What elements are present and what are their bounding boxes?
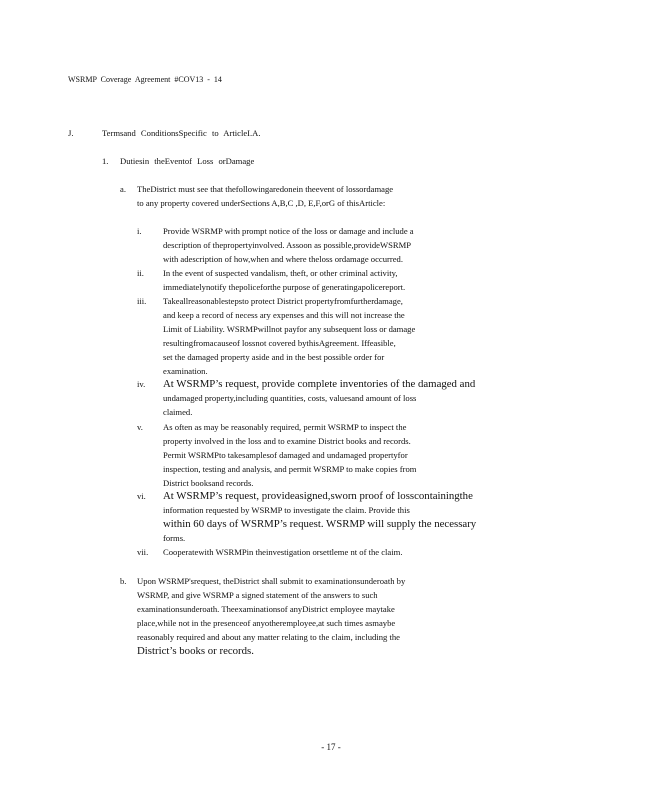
paragraph-line: and keep a record of necess ary expenses and this will not increase the [163, 310, 405, 320]
item-a-line: to any property covered underSections A,B,C ,D, E,F,orG of thisArticle: [137, 198, 386, 208]
subsection-title: Dutiesin theEventof Loss orDamage [120, 156, 255, 166]
roman-label-iii: iii. [137, 296, 147, 306]
section-number: J. [68, 128, 74, 138]
paragraph-line: Takeallreasonablestepsto protect District propertyfromfurtherdamage, [163, 296, 403, 306]
paragraph-line: immediatelynotify thepoliceforthe purpose of generatingapolicereport. [163, 282, 406, 292]
item-b-label: b. [120, 576, 127, 586]
roman-label-vii: vii. [137, 547, 149, 557]
item-b-text [137, 574, 405, 658]
section-title: Termsand ConditionsSpecific to ArticleI.A. [102, 128, 261, 138]
paragraph-line: At WSRMP’s request, provide complete inventories of the damaged and [163, 378, 476, 390]
subsection-number: 1. [102, 156, 109, 166]
roman-text-ii [163, 266, 405, 294]
item-b-line: examinationsunderoath. Theexaminationsof anyDistrict employee maytake [137, 604, 395, 614]
paragraph-line: In the event of suspected vandalism, theft, or other criminal activity, [163, 268, 398, 278]
paragraph-line: forms. [163, 533, 186, 543]
roman-text-iv [163, 377, 475, 419]
roman-text-vii [163, 545, 402, 559]
roman-label-v: v. [137, 422, 143, 432]
paragraph-line: claimed. [163, 407, 193, 417]
roman-label-iv: iv. [137, 379, 146, 389]
item-b-line: reasonably required and about any matter relating to the claim, including the [137, 632, 400, 642]
paragraph-line: At WSRMP’s request, provideasigned,sworn proof of losscontainingthe [163, 490, 473, 502]
paragraph-line: set the damaged property aside and in the best possible order for [163, 352, 385, 362]
paragraph-line: Limit of Liability. WSRMPwillnot payfor any subsequent loss or damage [163, 324, 416, 334]
item-a-text [137, 182, 393, 210]
paragraph-line: resultingfromacauseof lossnot covered bythisAgreement. Iffeasible, [163, 338, 396, 348]
paragraph-line: Provide WSRMP with prompt notice of the loss or damage and include a [163, 226, 414, 236]
paragraph-line: Cooperatewith WSRMPin theinvestigation orsettleme nt of the claim. [163, 547, 403, 557]
item-a-label: a. [120, 184, 126, 194]
document-header: WSRMP Coverage Agreement #COV13 - 14 [68, 75, 222, 84]
paragraph-line: within 60 days of WSRMP’s request. WSRMP will supply the necessary [163, 518, 477, 530]
roman-label-i: i. [137, 226, 142, 236]
roman-text-vi [163, 489, 476, 545]
paragraph-line: inspection, testing and analysis, and permit WSRMP to make copies from [163, 464, 417, 474]
paragraph-line: property involved in the loss and to examine District books and records. [163, 436, 411, 446]
item-b-line: Upon WSRMP'srequest, theDistrict shall submit to examinationsunderoath by [137, 576, 406, 586]
paragraph-line: District booksand records. [163, 478, 254, 488]
paragraph-line: undamaged property,including quantities, costs, valuesand amount of loss [163, 393, 417, 403]
page-number: - 17 - [321, 742, 341, 752]
roman-text-i [163, 224, 414, 266]
roman-text-iii [163, 294, 415, 378]
item-b-line: District’s books or records. [137, 645, 254, 657]
item-b-line: place,while not in the presenceof anyotheremployee,at such times asmaybe [137, 618, 396, 628]
roman-text-v [163, 420, 416, 490]
paragraph-line: Permit WSRMPto takesamplesof damaged and undamaged propertyfor [163, 450, 408, 460]
paragraph-line: examination. [163, 366, 208, 376]
roman-label-vi: vi. [137, 491, 146, 501]
paragraph-line: description of thepropertyinvolved. Assoon as possible,provideWSRMP [163, 240, 412, 250]
paragraph-line: with adescription of how,when and where theloss ordamage occurred. [163, 254, 403, 264]
paragraph-line: As often as may be reasonably required, permit WSRMP to inspect the [163, 422, 407, 432]
item-b-line: WSRMP, and give WSRMP a signed statement of the answers to such [137, 590, 378, 600]
roman-label-ii: ii. [137, 268, 144, 278]
item-a-line: TheDistrict must see that thefollowingaredonein theevent of lossordamage [137, 184, 394, 194]
paragraph-line: information requested by WSRMP to investigate the claim. Provide this [163, 505, 410, 515]
